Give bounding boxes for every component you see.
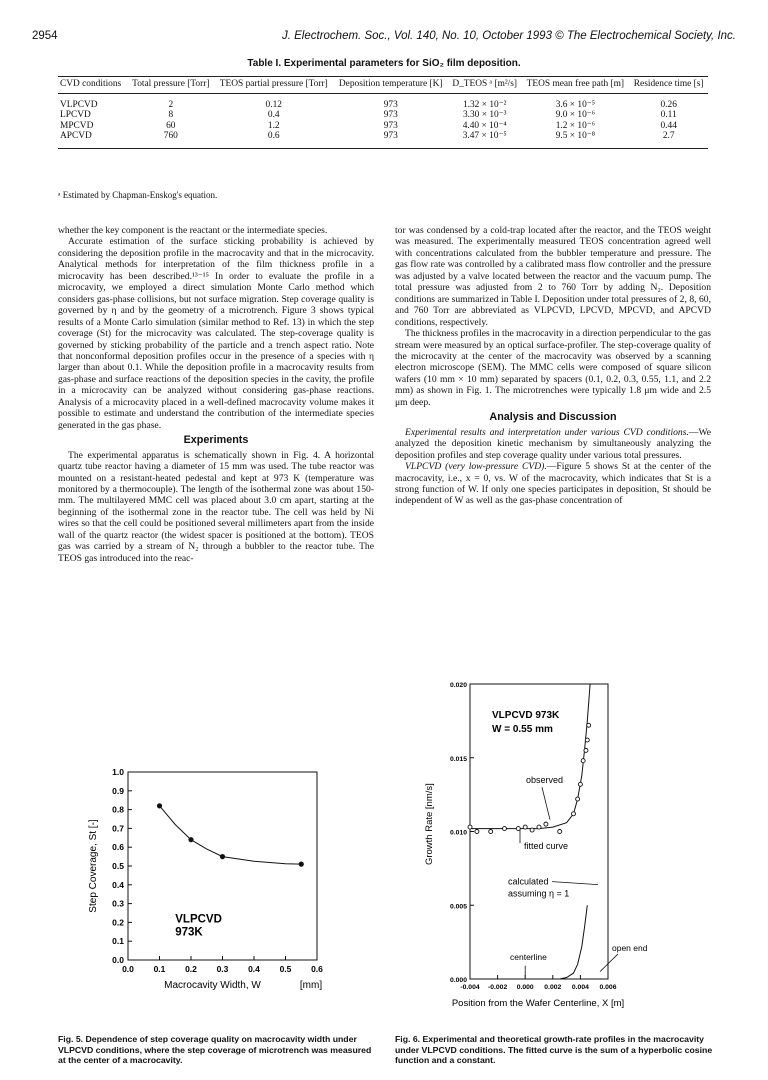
fig6-chart — [412, 674, 702, 1024]
data-point — [299, 862, 304, 867]
y-tick-label: 0.2 — [112, 917, 124, 928]
chart-annotation: observed — [526, 774, 564, 785]
column-header: TEOS mean free path [m] — [521, 77, 629, 94]
column-header: Residence time [s] — [629, 77, 708, 94]
paragraph: Accurate estimation of the surface sticking probability is achieved by considering the deposition profile in the macrocavity and that in the microcavity. Analytical methods for interpretation of the film thickness profile in a microcavity has been described.¹³⁻¹⁵ In order to evaluate the profile in a microcavity, we employed a direct simulation Monte Carlo method which considers gas-phase collisions, but not surface migration. Step coverage quality is governed by η and by the geometry of a microtrench. Figure 3 shows typical results of a Monte Carlo simulation (similar method to Ref. 13) in which the step coverage (St) for the microcavity was calculated. The step-coverage quality is governed by sticking probability of the particle and a trench aspect ratio. Note that nonconformal deposition profiles occur in the presence of a species with η larger than about 0.1. While the deposition profile in a macrocavity results from gas-phase and surface reactions of the deposition species in the cavity, the profile in a microcavity can be analyzed without considering gas-phase reactions. Analysis of a microcavity placed in a well-defined macrocavity volume makes it possible to estimate and understand the contribution of the intermediate species generated in the gas phase. — [58, 236, 374, 431]
y-tick-label: 0.9 — [112, 785, 124, 796]
observed-point — [523, 825, 527, 829]
observed-point — [468, 825, 472, 829]
observed-point — [516, 827, 520, 831]
column-header: D_TEOS ᵃ [m²/s] — [448, 77, 521, 94]
section-heading: Analysis and Discussion — [489, 411, 617, 424]
column-header: TEOS partial pressure [Torr] — [214, 77, 333, 94]
y-tick-label: 0.020 — [449, 682, 467, 689]
y-tick-label: 0.4 — [112, 879, 124, 890]
x-tick-label: 0.5 — [279, 964, 292, 974]
x-tick-label: -0.002 — [487, 984, 508, 991]
running-header — [32, 30, 736, 46]
data-point — [220, 854, 225, 859]
observed-point — [572, 812, 576, 816]
column-header: CVD conditions — [58, 77, 127, 94]
data-point — [157, 803, 162, 808]
page-number: 2954 — [32, 30, 58, 42]
y-tick-label: 0.7 — [112, 823, 124, 834]
y-tick-label: 1.0 — [112, 767, 124, 777]
chart-annotation: VLPCVD — [175, 913, 222, 926]
table-row: LPCVD 8 0.4 973 3.30 × 10⁻³ 9.0 × 10⁻⁶ 0.11 — [60, 110, 677, 120]
paragraph: tor was condensed by a cold-trap located after the reactor, and the TEOS weight was measured. The experimentally measured TEOS concentration agreed well with concentrations calculated from the bubbler temperature and pressure. The gas flow rate was controlled by a calibrated mass flow controller and the pressure was adjusted by a valve located between the reactor and the vacuum pump. The total pressure was adjusted from 2 to 760 Torr by adding N₂. Deposition conditions are summarized in Table I. Deposition under total pressures of 2, 8, 60, and 760 Torr are abbreviated as VLPCVD, LPCVD, MPCVD, and APCVD conditions, respectively. — [395, 225, 711, 328]
x-tick-label: -0.004 — [460, 984, 480, 991]
observed-point — [576, 797, 580, 801]
section-heading: Experiments — [183, 434, 249, 447]
observed-point — [587, 723, 591, 727]
y-tick-label: 0.5 — [112, 861, 124, 871]
table-row: APCVD 760 0.6 973 3.47 × 10⁻⁵ 9.5 × 10⁻⁸ 2.7 — [58, 131, 708, 148]
x-tick-label: 0.1 — [153, 964, 166, 974]
chart-annotation: W = 0.55 mm — [492, 724, 553, 735]
x-axis-unit: [mm] — [299, 980, 323, 991]
y-tick-label: 0.015 — [449, 755, 467, 763]
x-tick-label: 0.3 — [216, 964, 229, 974]
x-axis-label: Macrocavity Width, W — [164, 980, 261, 991]
observed-arrow — [542, 787, 550, 819]
observed-point — [530, 828, 534, 832]
chart-annotation: 973K — [175, 926, 203, 939]
paragraph: The experimental apparatus is schematically shown in Fig. 4. A horizontal quartz tube reactor having a diameter of 15 mm was used. The tube reactor was mounted on a resistant-heated pedestal and kept at 973 K (temperature was monitored by a thermocouple). The length of the isothermal zone was about 150-mm. The multilayered MMC cell was placed about 3.0 cm apart, starting at the beginning of the isothermal zone in the reactor tube. The cell was held by Ni wires so that the cell could be positioned several millimeters apart from the inside wall of the quartz reactor (the widest spacer is positioned at the bottom). TEOS gas was carried by a stream of N₂ through a bubbler to the reactor tube. The TEOS gas introduced into the reac- — [58, 449, 374, 564]
chart-annotation: fitted curve — [524, 841, 569, 852]
table-caption: Table I. Experimental parameters for SiO₂ film deposition. — [247, 58, 521, 69]
fig6-caption: Fig. 6. Experimental and theoretical growth-rate profiles in the macrocavity under VLPCVD conditions. The fitted curve is the sum of a hyperbolic cosine function and a constant. — [395, 1034, 713, 1065]
paragraph: The thickness profiles in the macrocavity in a direction perpendicular to the gas stream were measured by an optical surface-profiler. The step-coverage quality of the microcavity at the center of the macrocavity was observed by a scanning electron microscope (SEM). The MMC cells were composed of square silicon wafers (10 mm × 10 mm) separated by spacers (0.1, 0.2, 0.3, 0.55, 1.1, and 2.2 mm) as shown in Fig. 1. The microtrenches were typically 1.8 μm wide and 2.5 μm deep. — [395, 328, 711, 408]
chart-annotation: VLPCVD 973K — [492, 710, 560, 721]
x-tick-label: 0.000 — [516, 984, 534, 991]
journal-citation: J. Electrochem. Soc., Vol. 140, No. 10, October 1993 © The Electrochemical Society, Inc. — [282, 30, 736, 42]
observed-point — [584, 748, 588, 752]
observed-point — [489, 830, 493, 834]
x-tick-label: 0.006 — [599, 984, 617, 991]
y-tick-label: 0.000 — [449, 977, 467, 984]
y-tick-label: 0.0 — [112, 955, 124, 965]
observed-point — [537, 825, 541, 829]
x-tick-label: 0.4 — [248, 964, 260, 974]
paragraph: VLPCVD (very low-pressure CVD).—Figure 5 shows St at the center of the macrocavity, i.e., x = 0, vs. W of the macrocavity, which indicates that St is a strong function of W. If only one species participates in deposition, St should be independent of W as well as the gas-phase concentration of — [395, 461, 712, 507]
fitted-curve — [160, 806, 302, 864]
x-axis-label: Position from the Wafer Centerline, X [m] — [451, 998, 625, 1009]
x-tick-label: 0.6 — [311, 964, 323, 974]
fig5-caption: Fig. 5. Dependence of step coverage quality on macrocavity width under VLPCVD conditions, where the step coverage of microtrench was measured at the center of a macrocavity. — [58, 1034, 372, 1065]
column-header: Deposition temperature [K] — [333, 77, 448, 94]
open-end-arrow — [600, 954, 618, 972]
y-tick-label: 0.6 — [112, 842, 124, 853]
y-axis-label: Growth Rate [nm/s] — [424, 783, 435, 866]
column-header: Total pressure [Torr] — [127, 77, 214, 94]
table-row: MPCVD 60 1.2 973 4.40 × 10⁻⁴ 1.2 × 10⁻⁶ 0.44 — [60, 120, 677, 131]
table-row: VLPCVD 2 0.12 973 1.32 × 10⁻² 3.6 × 10⁻⁵ 0.26 — [60, 99, 677, 110]
observed-point — [578, 782, 582, 786]
chart-annotation: open end — [612, 942, 648, 953]
y-tick-label: 0.005 — [449, 903, 467, 911]
plot-frame — [128, 772, 317, 960]
y-tick-label: 0.3 — [112, 898, 124, 909]
observed-point — [581, 759, 585, 763]
paragraph: whether the key component is the reactant or the intermediate species. — [58, 225, 328, 236]
calculated-arrow — [552, 882, 598, 885]
x-tick-label: 0.0 — [122, 964, 134, 974]
paragraph: Experimental results and interpretation under various CVD conditions.—We analyzed the deposition kinetic mechanism by simultaneously analyzing the deposition profiles and step coverage quality under various total pressures. — [395, 426, 711, 461]
observed-point — [558, 830, 562, 834]
chart-annotation: assuming η = 1 — [508, 888, 570, 899]
table-footnote: ᵃ Estimated by Chapman-Enskog's equation. — [58, 190, 218, 200]
chart-annotation: calculated — [508, 876, 549, 887]
chart-annotation: centerline — [510, 951, 547, 962]
fig5-chart — [82, 760, 342, 1010]
observed-point — [475, 830, 479, 834]
right-column — [395, 225, 711, 507]
observed-point — [585, 738, 589, 742]
observed-point — [544, 822, 548, 826]
x-tick-label: 0.2 — [185, 964, 197, 974]
left-column — [58, 225, 374, 564]
parameters-table — [58, 76, 708, 149]
calculated-curve — [560, 905, 588, 979]
y-axis-label: Step Coverage, St [-] — [88, 819, 99, 913]
observed-point — [503, 827, 507, 831]
y-tick-label: 0.010 — [449, 829, 467, 837]
x-tick-label: 0.004 — [571, 984, 589, 991]
fitted-curve — [470, 684, 590, 829]
x-tick-label: 0.002 — [544, 984, 562, 991]
y-tick-label: 0.8 — [112, 804, 124, 815]
data-point — [188, 837, 193, 842]
y-tick-label: 0.1 — [112, 936, 124, 947]
